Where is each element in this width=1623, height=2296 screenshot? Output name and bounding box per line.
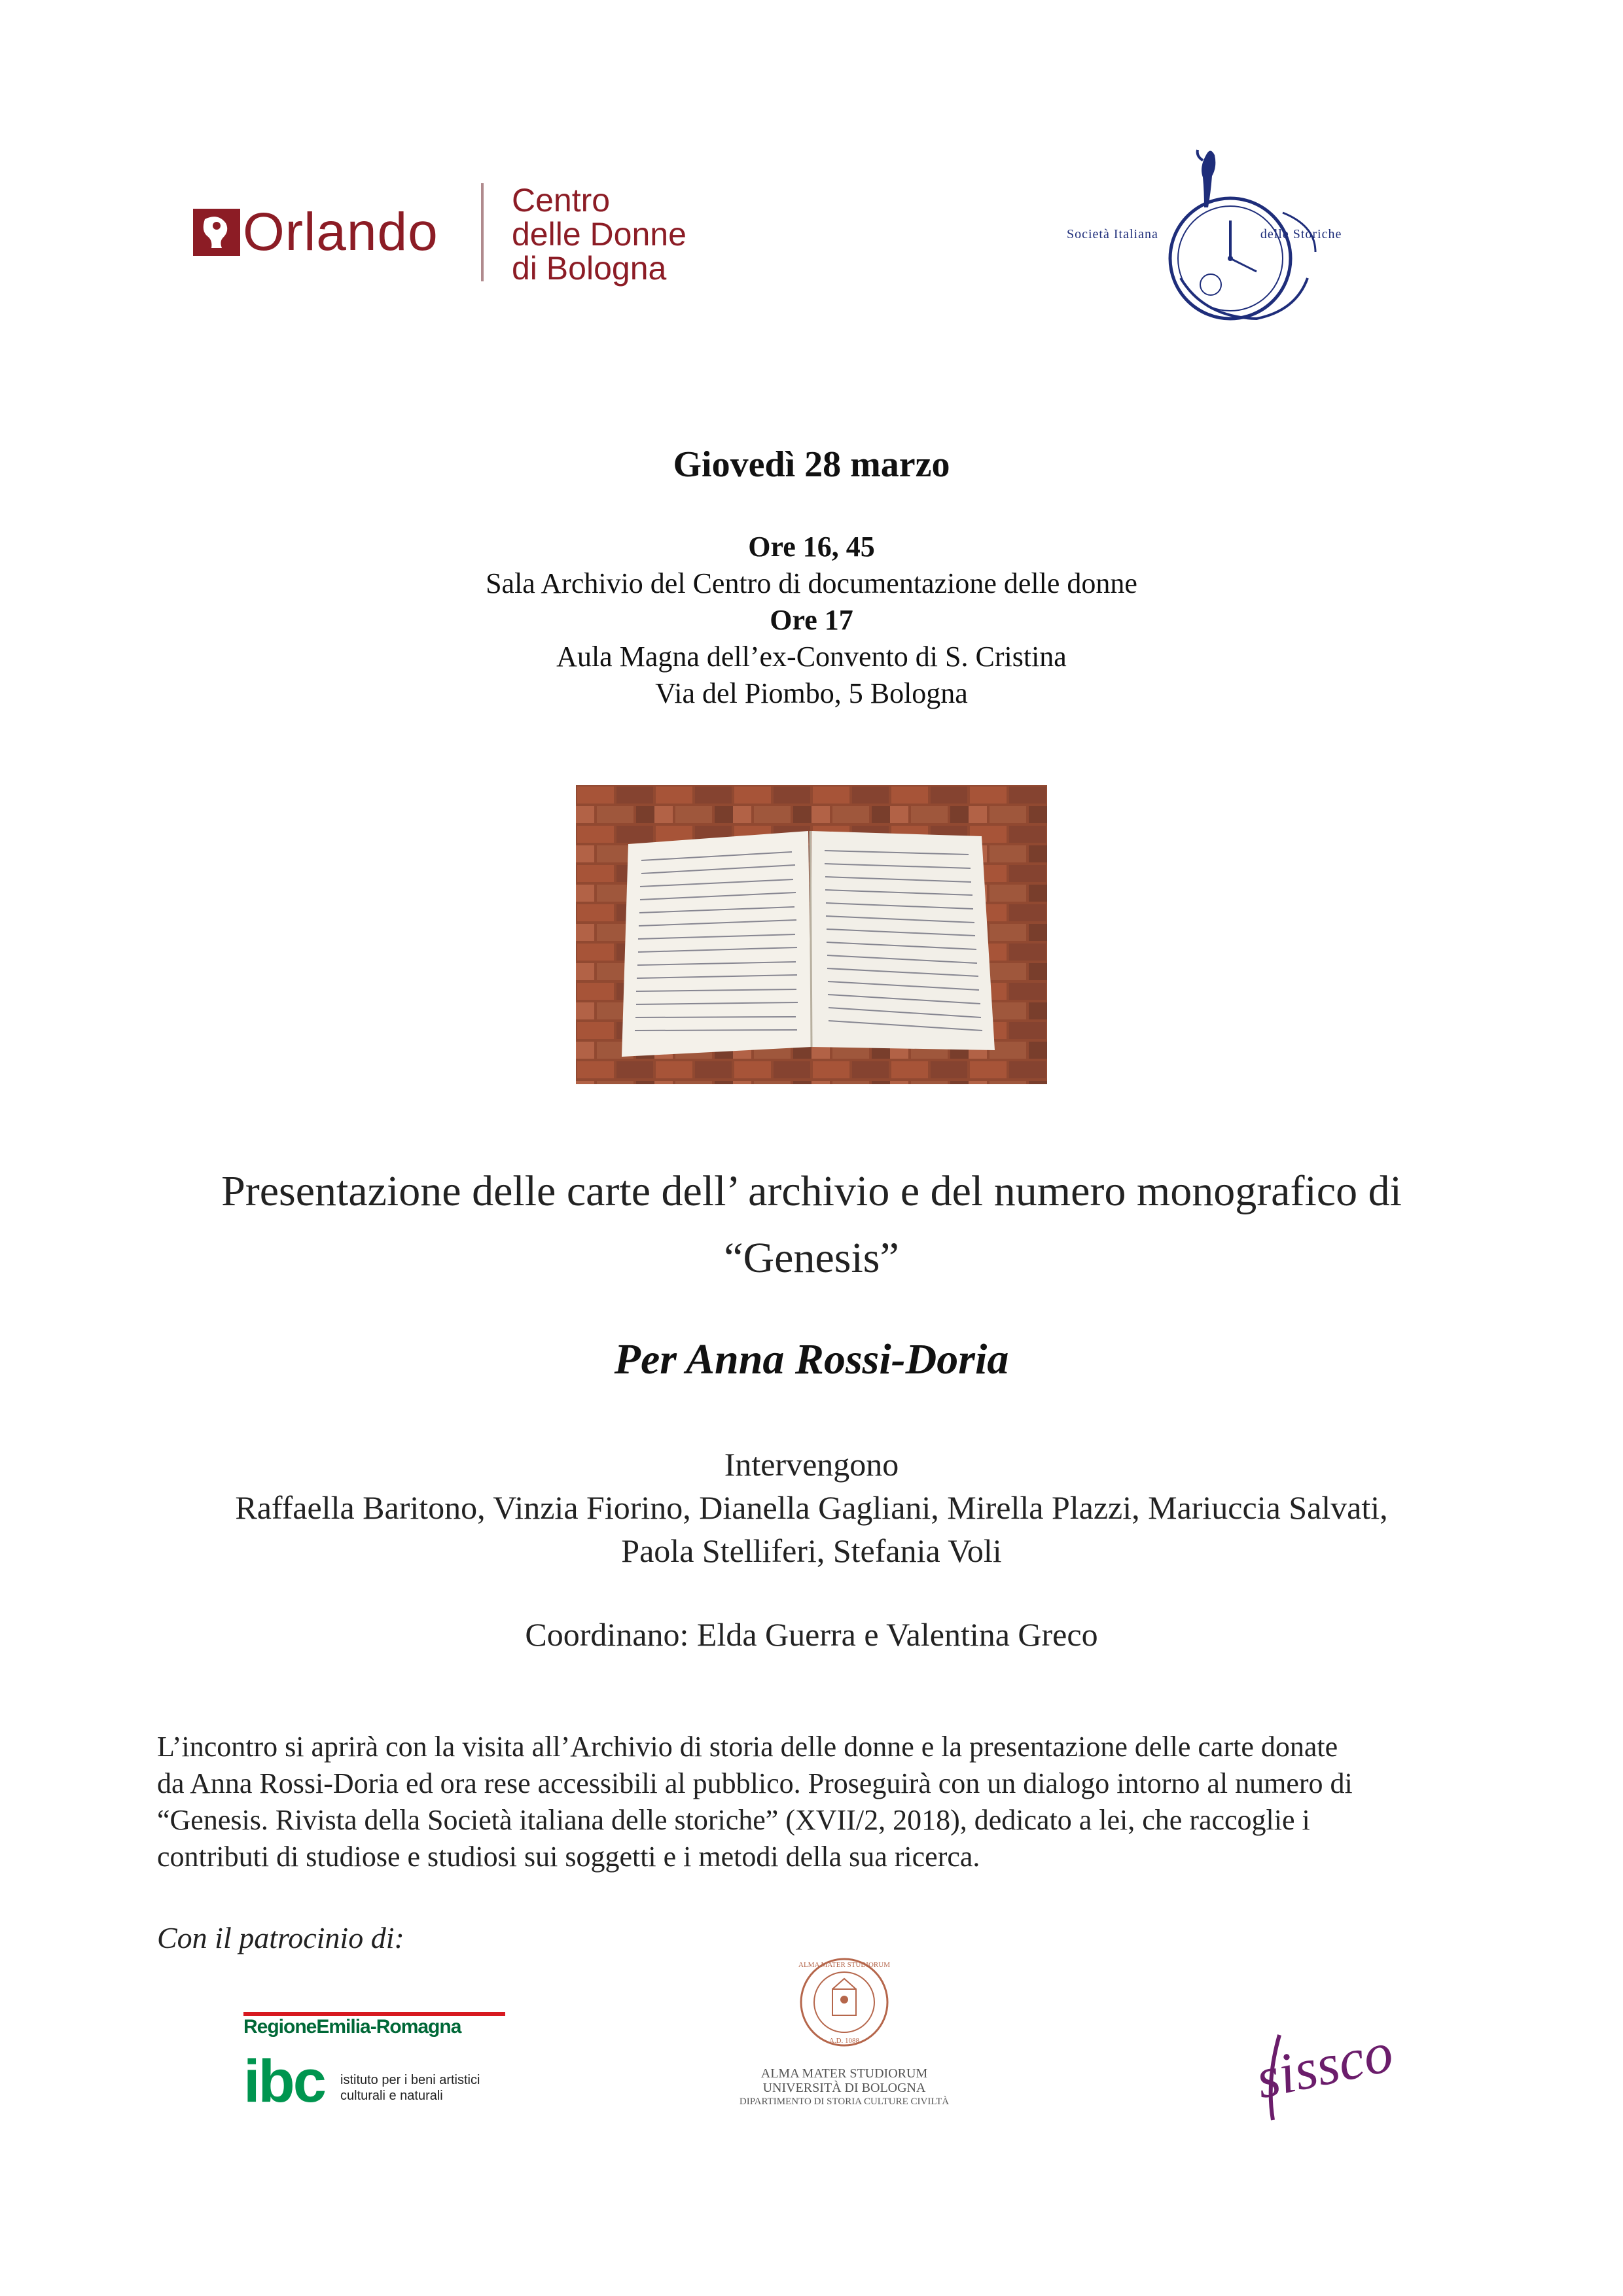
unibo-line-1: ALMA MATER STUDIORUM (760, 2066, 928, 2081)
speakers-line-1: Raffaella Baritono, Vinzia Fiorino, Dianella Gagliani, Mirella Plazzi, Mariuccia Salvati, (235, 1489, 1388, 1526)
notebook-photo (576, 785, 1047, 1084)
unibo-logo (713, 1956, 975, 2113)
regione-emilia-romagna-ibc-logo (243, 2012, 505, 2117)
logo-divider (481, 183, 484, 281)
sis-logo-text: Società Italiana delle Storiche (1067, 227, 1342, 241)
orlando-logo (193, 175, 736, 300)
event-time-1: Ore 16, 45 (748, 531, 875, 563)
orlando-subtitle: Centro delle Donne di Bologna (512, 182, 687, 287)
event-date: Giovedì 28 marzo (673, 444, 950, 485)
event-address: Via del Piombo, 5 Bologna (655, 677, 968, 709)
unibo-line-3: DIPARTIMENTO DI STORIA CULTURE CIVILTÀ (739, 2096, 950, 2107)
ibc-description: istituto per i beni artistici culturali e naturali (340, 2073, 480, 2103)
ibc-word: ibc (243, 2048, 325, 2115)
sis-logo (1067, 147, 1368, 330)
patronage-label: Con il patrocinio di: (157, 1921, 404, 1954)
sissco-name: sissco (1250, 2020, 1399, 2111)
unibo-line-2: UNIVERSITÀ DI BOLOGNA (762, 2081, 926, 2095)
event-subtitle: Per Anna Rossi-Doria (614, 1335, 1009, 1383)
rer-name: RegioneEmilia-Romagna (243, 2016, 461, 2038)
speakers-label: Intervengono (724, 1446, 899, 1483)
event-venue-1: Sala Archivio del Centro di documentazione delle donne (486, 567, 1137, 599)
unibo-seal-icon (798, 1956, 890, 2048)
orlando-name: Orlando (243, 202, 438, 262)
unibo-seal-year: A.D. 1088 (829, 2037, 860, 2045)
event-venue-2: Aula Magna dell’ex-Convento di S. Cristina (556, 641, 1067, 673)
intro-paragraph: L’incontro si aprirà con la visita all’Archivio di storia delle donne e la presentazione delle carte donate da Anna Rossi-Doria ed ora rese accessibili al pubblico. Proseguirà con un dialogo intorno al numero di “Genesis. Rivista della Società italiana delle storiche” (XVII/2, 2018), dedicato a lei, che raccoglie i contributi di studiose e studiosi sui soggetti e i metodi della sua ricerca. (157, 1731, 1353, 1873)
unibo-seal-text: ALMA MATER STUDIORUM (798, 1961, 890, 1969)
coordinators: Coordinano: Elda Guerra e Valentina Greco (525, 1616, 1098, 1653)
speakers-line-2: Paola Stelliferi, Stefania Voli (621, 1532, 1002, 1569)
sissco-logo (1250, 2020, 1399, 2127)
orlando-mark-icon (193, 209, 240, 256)
presentation-title: Presentazione delle carte dell’ archivio e del numero monografico di “Genesis” (221, 1167, 1402, 1282)
event-time-2: Ore 17 (770, 604, 853, 636)
